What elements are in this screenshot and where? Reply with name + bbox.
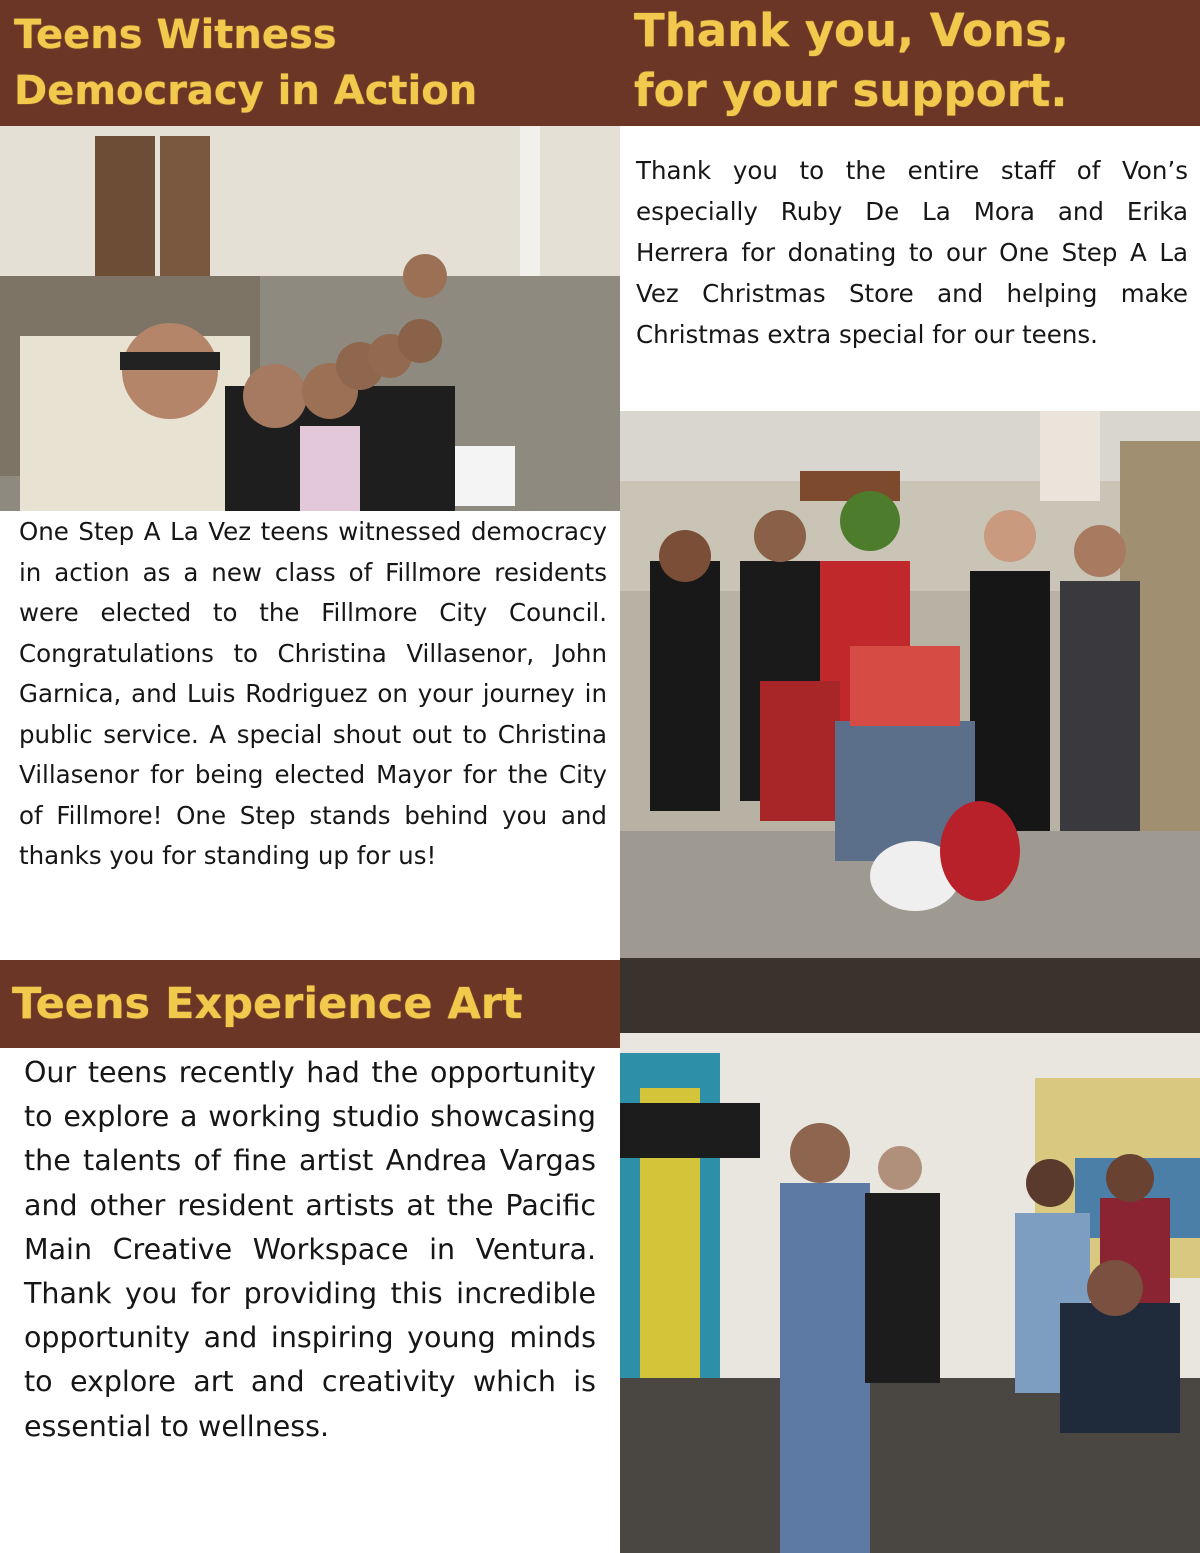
art-studio-photo [620, 958, 1200, 1553]
art-title: Teens Experience Art [12, 979, 523, 1029]
vons-body-text: Thank you to the entire staff of Von’s especially Ruby De La Mora and Erika Herrera for donating to our One Step A La Vez Christmas Store and helping make Christmas extra special for our teens. [636, 156, 1188, 349]
democracy-title-line1: Teens Witness [14, 12, 337, 58]
democracy-title-line2: Democracy in Action [14, 68, 478, 114]
art-banner [0, 960, 620, 1048]
art-body-text: Our teens recently had the opportunity to explore a working studio showcasing the talents of fine artist Andrea Vargas and other resident artists at the Pacific Main Creative Workspace in Ventura. Thank you for providing this incredible opportunity and inspiring young minds to explore art and creativity which is essential to wellness. [24, 1056, 596, 1443]
democracy-body-text: One Step A La Vez teens witnessed democracy in action as a new class of Fillmore residents were elected to the Fillmore City Council. Congratulations to Christina Villasenor, John Garnica, and Luis Rodriguez on your journey in public service. A special shout out to Christina Villasenor for being elected Mayor for the City of Fillmore! One Step stands behind you and thanks you for standing up for us! [19, 517, 607, 870]
vons-title-line1: Thank you, Vons, [634, 4, 1069, 57]
democracy-banner [0, 0, 618, 126]
council-meeting-photo [0, 126, 620, 511]
vons-store-photo [620, 411, 1200, 958]
vons-title-line2: for your support. [634, 64, 1068, 117]
vons-banner [618, 0, 1200, 126]
